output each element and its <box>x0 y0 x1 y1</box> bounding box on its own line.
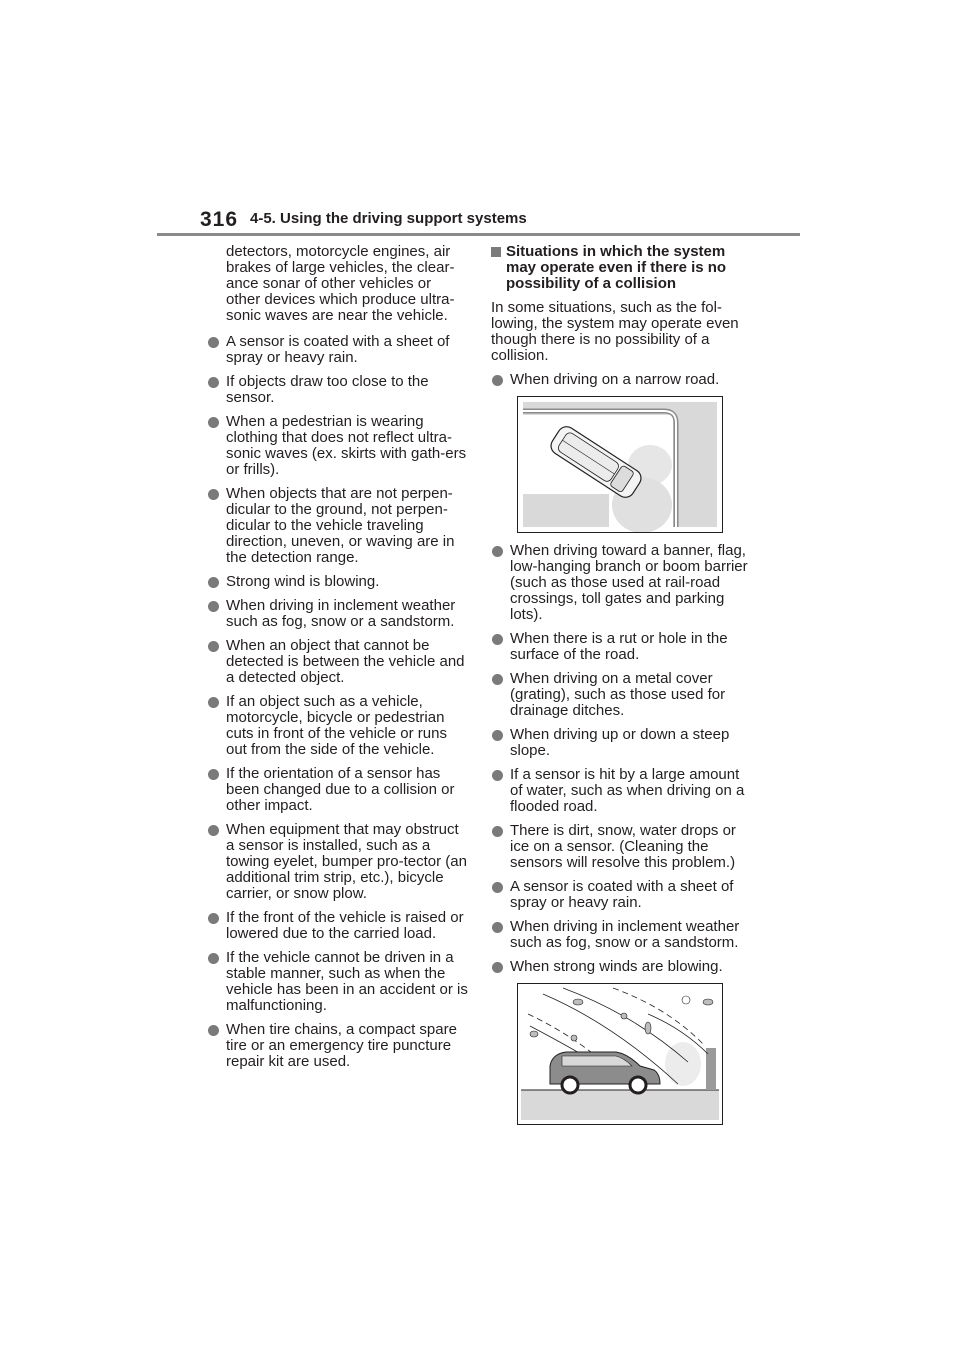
bullet-icon <box>492 546 503 557</box>
list-item: When strong winds are blowing. <box>491 959 751 975</box>
bullet-icon <box>208 577 219 588</box>
bullet-icon <box>208 489 219 500</box>
bullet-icon <box>208 337 219 348</box>
list-item: If the front of the vehicle is raised or lowered due to the carried load. <box>207 910 469 942</box>
bullet-icon <box>492 674 503 685</box>
list-item: When driving toward a banner, flag, low-hanging branch or boom barrier (such as those used at rail-road crossings, toll gates and parking lots). <box>491 543 751 623</box>
bullet-icon <box>208 1025 219 1036</box>
continuation-text: detectors, motorcycle engines, air brakes of large vehicles, the clear-ance sonar of other vehicles or other devices which produce ultra-sonic waves are near the vehicle. <box>226 243 455 324</box>
list-item: When there is a rut or hole in the surface of the road. <box>491 631 751 663</box>
list-item: When driving on a metal cover (grating), such as those used for drainage ditches. <box>491 671 751 719</box>
bullet-icon <box>208 641 219 652</box>
left-column <box>207 244 469 1078</box>
page-header <box>200 208 800 236</box>
list-item: When objects that are not perpen-dicular to the ground, not perpen-dicular to the vehicle traveling direction, uneven, or waving are in the detection range. <box>207 486 469 566</box>
list-item: If a sensor is hit by a large amount of water, such as when driving on a flooded road. <box>491 767 751 815</box>
bullet-icon <box>492 826 503 837</box>
bullet-icon <box>492 882 503 893</box>
bullet-icon <box>208 825 219 836</box>
list-item: When tire chains, a compact spare tire or an emergency tire puncture repair kit are used. <box>207 1022 469 1070</box>
list-item: If the orientation of a sensor has been changed due to a collision or other impact. <box>207 766 469 814</box>
bullet-icon <box>492 922 503 933</box>
section-title: 4-5. Using the driving support systems <box>250 210 527 227</box>
header-divider <box>157 233 800 236</box>
bullet-icon <box>208 377 219 388</box>
list-item: Strong wind is blowing. <box>207 574 469 590</box>
vehicle-icon <box>550 1052 660 1093</box>
strong-wind-drawing <box>518 984 722 1124</box>
narrow-road-illustration <box>517 396 723 533</box>
bullet-icon <box>208 913 219 924</box>
subheading: Situations in which the system may operate even if there is no possibility of a collision <box>491 244 751 292</box>
bullet-icon <box>492 770 503 781</box>
bullet-icon <box>492 730 503 741</box>
list-item: When driving in inclement weather such as fog, snow or a sandstorm. <box>491 919 751 951</box>
list-item: There is dirt, snow, water drops or ice on a sensor. (Cleaning the sensors will resolve this problem.) <box>491 823 751 871</box>
list-item: A sensor is coated with a sheet of spray or heavy rain. <box>207 334 469 366</box>
list-item: When an object that cannot be detected is between the vehicle and a detected object. <box>207 638 469 686</box>
list-item: If the vehicle cannot be driven in a stable manner, such as when the vehicle has been in an accident or is malfunctioning. <box>207 950 469 1014</box>
list-item: When equipment that may obstruct a sensor is installed, such as a towing eyelet, bumper pro-tector (an additional trim strip, etc.), bicycle carrier, or snow plow. <box>207 822 469 902</box>
list-item: When driving up or down a steep slope. <box>491 727 751 759</box>
list-item: When driving on a narrow road. <box>491 372 751 388</box>
list-item: If an object such as a vehicle, motorcycle, bicycle or pedestrian cuts in front of the vehicle or runs out from the side of the vehicle. <box>207 694 469 758</box>
square-bullet-icon <box>491 247 501 257</box>
bullet-icon <box>492 634 503 645</box>
bullet-icon <box>208 601 219 612</box>
bullet-icon <box>208 953 219 964</box>
list-item: If objects draw too close to the sensor. <box>207 374 469 406</box>
page-number: 316 <box>200 208 239 231</box>
bullet-icon <box>492 962 503 973</box>
right-column <box>491 244 751 1135</box>
strong-wind-illustration <box>517 983 723 1125</box>
bullet-icon <box>208 697 219 708</box>
intro-text: In some situations, such as the fol-lowing, the system may operate even though there is no possibility of a collision. <box>491 299 739 364</box>
narrow-road-drawing <box>518 397 722 532</box>
bullet-icon <box>208 769 219 780</box>
list-item: When a pedestrian is wearing clothing that does not reflect ultra-sonic waves (ex. skirts with gath-ers or frills). <box>207 414 469 478</box>
bullet-icon <box>208 417 219 428</box>
bullet-icon <box>492 375 503 386</box>
list-item: When driving in inclement weather such as fog, snow or a sandstorm. <box>207 598 469 630</box>
list-item: A sensor is coated with a sheet of spray or heavy rain. <box>491 879 751 911</box>
